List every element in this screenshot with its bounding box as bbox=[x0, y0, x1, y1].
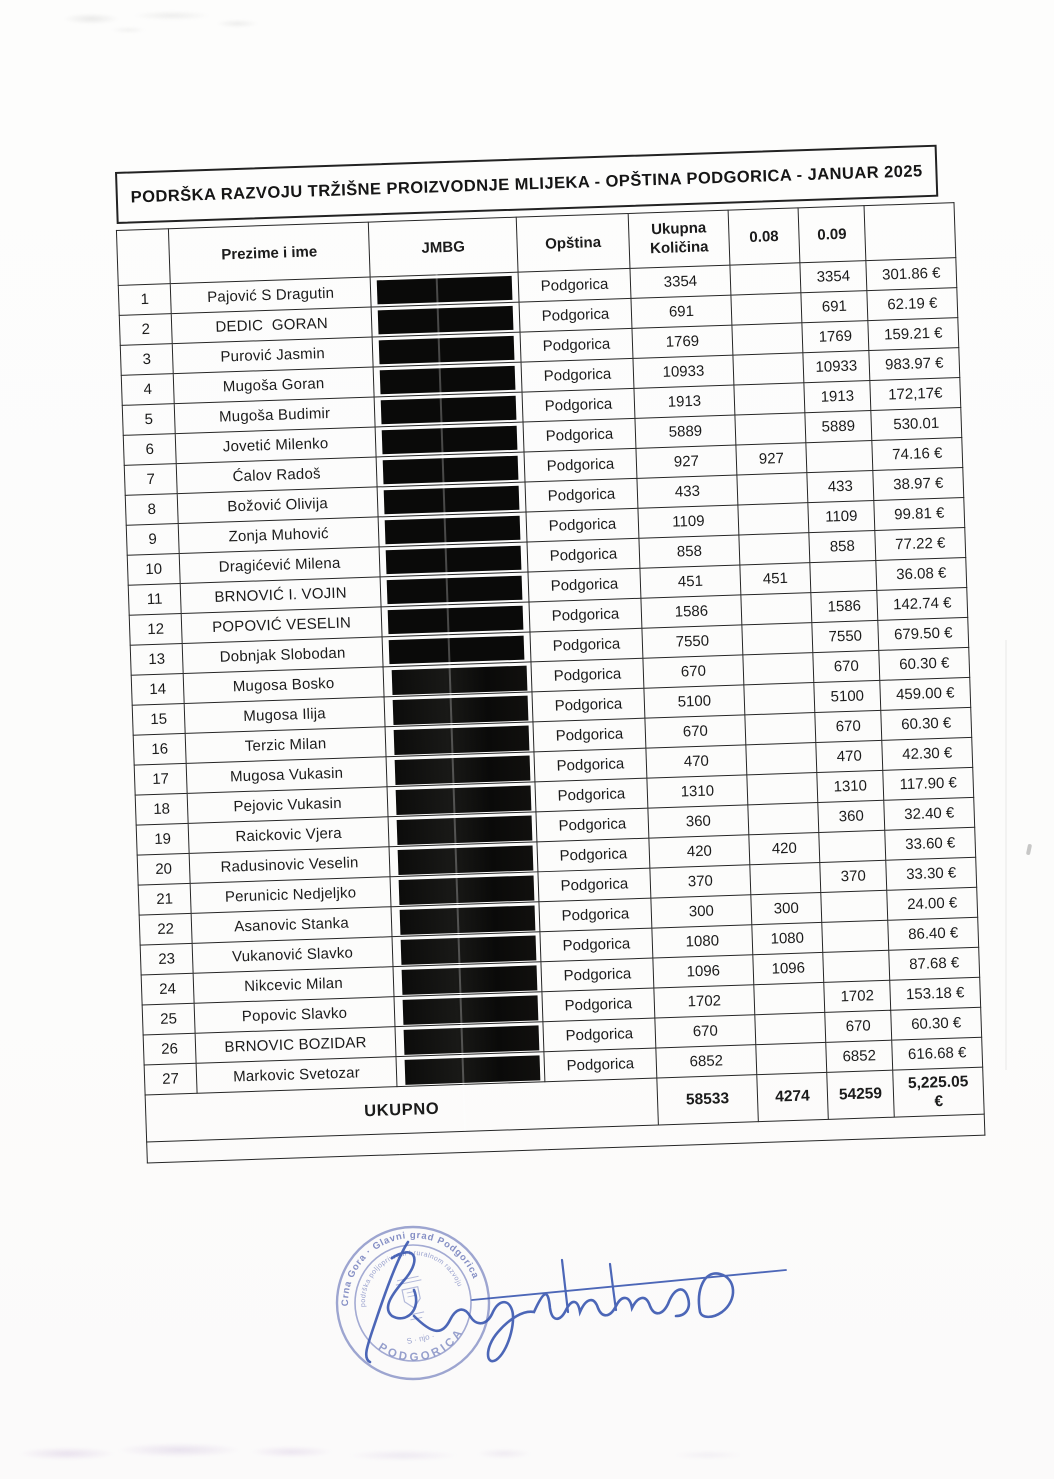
quantity-cell: 670 bbox=[643, 655, 744, 688]
jmbg-cell bbox=[389, 842, 538, 877]
amount-cell: 172,17€ bbox=[870, 378, 961, 411]
jmbg-redaction-bar bbox=[381, 395, 517, 423]
header-amount bbox=[864, 203, 956, 261]
quantity-cell: 670 bbox=[645, 715, 746, 748]
rate-008-cell: 451 bbox=[740, 563, 811, 595]
amount-cell: 77.22 € bbox=[875, 527, 966, 560]
opstina-cell: Podgorica bbox=[528, 568, 641, 602]
jmbg-redaction-bar bbox=[400, 905, 536, 934]
amount-cell: 87.68 € bbox=[889, 947, 980, 980]
jmbg-cell bbox=[390, 872, 539, 907]
rate-009-cell: 670 bbox=[825, 1010, 892, 1042]
rate-008-cell bbox=[739, 533, 810, 565]
jmbg-cell bbox=[381, 602, 530, 637]
rate-008-cell bbox=[730, 263, 801, 295]
jmbg-cell bbox=[396, 1052, 545, 1087]
jmbg-redaction-bar bbox=[394, 725, 530, 754]
document-sheet bbox=[114, 144, 984, 1163]
rate-009-cell: 691 bbox=[801, 291, 868, 323]
jmbg-cell bbox=[392, 932, 541, 967]
row-index: 8 bbox=[125, 494, 178, 526]
rate-008-cell: 300 bbox=[751, 892, 822, 924]
jmbg-cell bbox=[384, 692, 533, 727]
amount-cell: 159.21 € bbox=[868, 318, 959, 351]
row-index: 6 bbox=[123, 434, 176, 466]
jmbg-redaction-bar bbox=[397, 815, 533, 844]
row-index: 7 bbox=[124, 464, 177, 496]
jmbg-redaction-bar bbox=[398, 845, 534, 874]
opstina-cell: Podgorica bbox=[522, 388, 635, 422]
producer-name: POPOVIĆ VESELIN bbox=[181, 607, 382, 644]
amount-cell: 117.90 € bbox=[883, 767, 974, 800]
amount-cell: 616.68 € bbox=[892, 1037, 983, 1070]
jmbg-cell bbox=[395, 1022, 544, 1057]
producer-name: Pejovic Vukasin bbox=[187, 787, 388, 824]
opstina-cell: Podgorica bbox=[523, 418, 636, 452]
rate-009-cell: 433 bbox=[807, 471, 874, 503]
jmbg-cell bbox=[393, 962, 542, 997]
rate-009-cell: 6852 bbox=[826, 1040, 893, 1072]
jmbg-redaction-bar bbox=[404, 1025, 540, 1054]
jmbg-cell bbox=[372, 332, 521, 367]
header-opstina: Opština bbox=[516, 213, 630, 272]
opstina-cell: Podgorica bbox=[521, 358, 634, 392]
amount-cell: 60.30 € bbox=[881, 707, 972, 740]
row-index: 2 bbox=[119, 314, 172, 346]
amount-cell: 36.08 € bbox=[876, 557, 967, 590]
rate-009-cell: 670 bbox=[815, 710, 882, 742]
header-jmbg: JMBG bbox=[368, 217, 518, 277]
row-index: 1 bbox=[118, 284, 171, 316]
producer-name: Vukanović Slavko bbox=[192, 937, 393, 974]
opstina-cell: Podgorica bbox=[518, 268, 631, 302]
producer-name: Ćalov Radoš bbox=[176, 457, 377, 494]
amount-cell: 530.01 bbox=[871, 408, 962, 441]
row-index: 14 bbox=[131, 673, 184, 705]
opstina-cell: Podgorica bbox=[530, 628, 643, 662]
jmbg-redaction-bar bbox=[389, 635, 525, 663]
subsidy-table bbox=[116, 202, 986, 1163]
producer-name: Markovic Svetozar bbox=[196, 1057, 397, 1094]
producer-name: DEDIC GORAN bbox=[171, 307, 372, 344]
row-index: 20 bbox=[137, 853, 190, 885]
opstina-cell: Podgorica bbox=[537, 838, 650, 872]
rate-009-cell bbox=[806, 441, 873, 473]
quantity-cell: 1702 bbox=[654, 985, 755, 1018]
jmbg-redaction-bar bbox=[383, 455, 519, 483]
quantity-cell: 420 bbox=[649, 835, 750, 868]
row-index: 4 bbox=[121, 374, 174, 406]
rate-008-cell bbox=[742, 623, 813, 655]
quantity-cell: 1109 bbox=[638, 505, 739, 538]
amount-cell: 301.86 € bbox=[866, 258, 957, 291]
quantity-cell: 1096 bbox=[653, 955, 754, 988]
row-index: 5 bbox=[122, 404, 175, 436]
rate-009-cell: 7550 bbox=[812, 620, 879, 652]
quantity-cell: 360 bbox=[648, 805, 749, 838]
producer-name: Zonja Muhović bbox=[178, 517, 379, 554]
rate-008-cell bbox=[747, 773, 818, 805]
opstina-cell: Podgorica bbox=[520, 328, 633, 362]
quantity-cell: 7550 bbox=[642, 625, 743, 658]
row-index: 19 bbox=[136, 823, 189, 855]
jmbg-cell bbox=[371, 302, 520, 337]
opstina-cell: Podgorica bbox=[540, 928, 653, 962]
quantity-cell: 5889 bbox=[635, 415, 736, 448]
quantity-cell: 1586 bbox=[641, 595, 742, 628]
header-name: Prezime i ime bbox=[168, 222, 370, 284]
producer-name: Perunicic Nedjeljko bbox=[190, 877, 391, 914]
rate-008-cell bbox=[755, 1012, 826, 1044]
opstina-cell: Podgorica bbox=[529, 598, 642, 632]
producer-name: Mugoša Budimir bbox=[174, 397, 375, 434]
quantity-cell: 5100 bbox=[644, 685, 745, 718]
producer-name: Mugoša Goran bbox=[173, 367, 374, 404]
rate-009-cell bbox=[810, 560, 877, 592]
rate-008-cell bbox=[744, 683, 815, 715]
opstina-cell: Podgorica bbox=[525, 478, 638, 512]
quantity-cell: 1080 bbox=[652, 925, 753, 958]
amount-cell: 60.30 € bbox=[891, 1007, 982, 1040]
rate-008-cell: 1096 bbox=[753, 952, 824, 984]
amount-cell: 459.00 € bbox=[880, 677, 971, 710]
rate-009-cell: 858 bbox=[809, 530, 876, 562]
producer-name: Radusinovic Veselin bbox=[189, 847, 390, 884]
row-index: 9 bbox=[126, 524, 179, 556]
rate-008-cell bbox=[750, 862, 821, 894]
jmbg-cell bbox=[386, 752, 535, 787]
jmbg-redaction-bar bbox=[386, 545, 522, 573]
jmbg-cell bbox=[382, 632, 531, 667]
opstina-cell: Podgorica bbox=[527, 538, 640, 572]
producer-name: Božović Olivija bbox=[177, 487, 378, 524]
jmbg-cell bbox=[388, 812, 537, 847]
header-quantity: Ukupna Količina bbox=[628, 210, 730, 268]
jmbg-cell bbox=[383, 662, 532, 697]
quantity-cell: 433 bbox=[637, 475, 738, 508]
jmbg-redaction-bar bbox=[378, 305, 514, 333]
row-index: 16 bbox=[133, 733, 186, 765]
row-index: 3 bbox=[120, 344, 173, 376]
quantity-cell: 451 bbox=[640, 565, 741, 598]
header-index bbox=[116, 229, 170, 286]
amount-cell: 679.50 € bbox=[878, 617, 969, 650]
row-index: 13 bbox=[130, 643, 183, 675]
rate-009-cell: 1913 bbox=[804, 381, 871, 413]
opstina-cell: Podgorica bbox=[536, 808, 649, 842]
scan-smudge-top bbox=[52, 6, 270, 38]
jmbg-cell bbox=[387, 782, 536, 817]
jmbg-redaction-bar bbox=[388, 605, 524, 633]
jmbg-redaction-bar bbox=[403, 995, 539, 1024]
rate-008-cell bbox=[746, 743, 817, 775]
table-body bbox=[118, 258, 982, 1095]
rate-008-cell bbox=[731, 293, 802, 325]
totals-rate-009: 54259 bbox=[827, 1070, 895, 1119]
rate-009-cell: 360 bbox=[818, 800, 885, 832]
jmbg-cell bbox=[391, 902, 540, 937]
producer-name: Mugosa Ilija bbox=[184, 697, 385, 734]
amount-cell: 38.97 € bbox=[873, 468, 964, 501]
scan-smudge-bottom bbox=[0, 1432, 560, 1468]
jmbg-cell bbox=[379, 542, 528, 577]
jmbg-redaction-bar bbox=[395, 755, 531, 784]
producer-name: Pajović S Dragutin bbox=[170, 277, 371, 314]
opstina-cell: Podgorica bbox=[535, 778, 648, 812]
opstina-cell: Podgorica bbox=[526, 508, 639, 542]
rate-008-cell: 927 bbox=[736, 443, 807, 475]
row-index: 24 bbox=[141, 973, 194, 1005]
rate-009-cell: 1586 bbox=[811, 590, 878, 622]
rate-009-cell bbox=[822, 920, 889, 952]
rate-008-cell bbox=[733, 353, 804, 385]
jmbg-redaction-bar bbox=[385, 515, 521, 543]
opstina-cell: Podgorica bbox=[541, 958, 654, 992]
rate-009-cell: 1310 bbox=[817, 770, 884, 802]
amount-cell: 33.60 € bbox=[885, 827, 976, 860]
quantity-cell: 470 bbox=[646, 745, 747, 778]
rate-008-cell bbox=[741, 593, 812, 625]
producer-name: BRNOVIC BOZIDAR bbox=[195, 1027, 396, 1064]
quantity-cell: 3354 bbox=[630, 265, 731, 298]
signature bbox=[348, 1224, 800, 1374]
amount-cell: 74.16 € bbox=[872, 438, 963, 471]
opstina-cell: Podgorica bbox=[532, 688, 645, 722]
opstina-cell: Podgorica bbox=[544, 1048, 657, 1082]
row-index: 12 bbox=[129, 614, 182, 646]
jmbg-redaction-bar bbox=[387, 575, 523, 603]
jmbg-cell bbox=[385, 722, 534, 757]
jmbg-redaction-bar bbox=[392, 665, 528, 694]
producer-name: Nikcevic Milan bbox=[193, 967, 394, 1004]
rate-008-cell bbox=[735, 413, 806, 445]
rate-009-cell: 5889 bbox=[805, 411, 872, 443]
quantity-cell: 370 bbox=[650, 865, 751, 898]
amount-cell: 32.40 € bbox=[884, 797, 975, 830]
row-index: 11 bbox=[128, 584, 181, 616]
jmbg-redaction-bar bbox=[393, 695, 529, 724]
rate-009-cell bbox=[821, 890, 888, 922]
row-index: 18 bbox=[135, 793, 188, 825]
jmbg-redaction-bar bbox=[399, 875, 535, 904]
jmbg-redaction-bar bbox=[405, 1055, 541, 1084]
rate-008-cell bbox=[754, 982, 825, 1014]
amount-cell: 99.81 € bbox=[874, 498, 965, 531]
row-index: 10 bbox=[127, 554, 180, 586]
producer-name: Asanovic Stanka bbox=[191, 907, 392, 944]
opstina-cell: Podgorica bbox=[519, 298, 632, 332]
rate-008-cell: 420 bbox=[749, 832, 820, 864]
quantity-cell: 670 bbox=[655, 1015, 756, 1048]
row-index: 15 bbox=[132, 703, 185, 735]
opstina-cell: Podgorica bbox=[542, 988, 655, 1022]
quantity-cell: 6852 bbox=[656, 1045, 757, 1078]
jmbg-cell bbox=[376, 452, 525, 487]
jmbg-redaction-bar bbox=[380, 365, 516, 393]
producer-name: Dobnjak Slobodan bbox=[182, 637, 383, 674]
amount-cell: 153.18 € bbox=[890, 977, 981, 1010]
stamp-bottom-text: PODGORICA bbox=[375, 1325, 467, 1364]
row-index: 21 bbox=[138, 883, 191, 915]
stamp-inner-fragment: S · njo · bbox=[405, 1331, 436, 1347]
jmbg-cell bbox=[378, 512, 527, 547]
rate-009-cell bbox=[819, 830, 886, 862]
rate-009-cell: 370 bbox=[820, 860, 887, 892]
row-index: 25 bbox=[142, 1003, 195, 1035]
amount-cell: 983.97 € bbox=[869, 348, 960, 381]
producer-name: Raickovic Vjera bbox=[188, 817, 389, 854]
amount-cell: 24.00 € bbox=[887, 887, 978, 920]
quantity-cell: 1913 bbox=[634, 385, 735, 418]
jmbg-cell bbox=[370, 272, 519, 307]
rate-008-cell bbox=[745, 713, 816, 745]
jmbg-cell bbox=[375, 422, 524, 457]
stamp-inner-text: podrška poljoprivredi i ruralnom razvoju bbox=[359, 1249, 464, 1308]
amount-cell: 42.30 € bbox=[882, 737, 973, 770]
producer-name: BRNOVIĆ I. VOJIN bbox=[180, 577, 381, 614]
row-index: 27 bbox=[144, 1063, 197, 1095]
quantity-cell: 927 bbox=[636, 445, 737, 478]
rate-009-cell: 3354 bbox=[800, 261, 867, 293]
opstina-cell: Podgorica bbox=[543, 1018, 656, 1052]
row-index: 23 bbox=[140, 943, 193, 975]
opstina-cell: Podgorica bbox=[531, 658, 644, 692]
quantity-cell: 300 bbox=[651, 895, 752, 928]
quantity-cell: 858 bbox=[639, 535, 740, 568]
quantity-cell: 1310 bbox=[647, 775, 748, 808]
rate-009-cell: 1702 bbox=[824, 980, 891, 1012]
row-index: 17 bbox=[134, 763, 187, 795]
jmbg-cell bbox=[377, 482, 526, 517]
quantity-cell: 691 bbox=[631, 295, 732, 328]
jmbg-cell bbox=[374, 392, 523, 427]
producer-name: Popovic Slavko bbox=[194, 997, 395, 1034]
opstina-cell: Podgorica bbox=[533, 718, 646, 752]
scan-smudge-bottom-right bbox=[648, 1446, 798, 1464]
header-rate-009: 0.09 bbox=[798, 206, 866, 263]
rate-009-cell: 670 bbox=[813, 650, 880, 682]
stamp-outer-text: Crna Gora · Glavni grad Podgorica bbox=[339, 1229, 481, 1307]
quantity-cell: 1769 bbox=[632, 325, 733, 358]
totals-label: UKUPNO bbox=[145, 1078, 658, 1142]
opstina-cell: Podgorica bbox=[524, 448, 637, 482]
amount-cell: 60.30 € bbox=[879, 647, 970, 680]
rate-008-cell bbox=[756, 1042, 827, 1074]
opstina-cell: Podgorica bbox=[538, 868, 651, 902]
jmbg-cell bbox=[373, 362, 522, 397]
rate-008-cell bbox=[743, 653, 814, 685]
jmbg-redaction-bar bbox=[379, 335, 515, 363]
producer-name: Mugosa Vukasin bbox=[186, 757, 387, 794]
document-title: PODRŠKA RAZVOJU TRŽIŠNE PROIZVODNJE MLIJEKA - OPŠTINA PODGORICA - JANUAR 2025 bbox=[130, 161, 923, 206]
rate-009-cell: 470 bbox=[816, 740, 883, 772]
rate-008-cell bbox=[737, 473, 808, 505]
rate-009-cell: 5100 bbox=[814, 680, 881, 712]
jmbg-cell bbox=[380, 572, 529, 607]
rate-009-cell: 10933 bbox=[803, 351, 870, 383]
producer-name: Mugosa Bosko bbox=[183, 667, 384, 704]
row-index: 22 bbox=[139, 913, 192, 945]
totals-amount: 5,225.05 € bbox=[893, 1067, 985, 1117]
rate-008-cell bbox=[748, 803, 819, 835]
jmbg-redaction-bar bbox=[402, 965, 538, 994]
opstina-cell: Podgorica bbox=[539, 898, 652, 932]
amount-cell: 62.19 € bbox=[867, 288, 958, 321]
scan-streak bbox=[1005, 640, 1007, 1070]
rate-008-cell bbox=[734, 383, 805, 415]
rate-008-cell: 1080 bbox=[752, 922, 823, 954]
header-rate-008: 0.08 bbox=[728, 208, 800, 265]
jmbg-cell bbox=[394, 992, 543, 1027]
jmbg-redaction-bar bbox=[401, 935, 537, 964]
producer-name: Dragićević Milena bbox=[179, 547, 380, 584]
totals-rate-008: 4274 bbox=[757, 1072, 829, 1121]
rate-008-cell bbox=[738, 503, 809, 535]
amount-cell: 33.30 € bbox=[886, 857, 977, 890]
quantity-cell: 10933 bbox=[633, 355, 734, 388]
producer-name: Purović Jasmin bbox=[172, 337, 373, 374]
rate-009-cell: 1109 bbox=[808, 500, 875, 532]
row-index: 26 bbox=[143, 1033, 196, 1065]
jmbg-redaction-bar bbox=[377, 275, 513, 303]
jmbg-redaction-bar bbox=[396, 785, 532, 814]
rate-009-cell: 1769 bbox=[802, 321, 869, 353]
producer-name: Terzic Milan bbox=[185, 727, 386, 764]
amount-cell: 86.40 € bbox=[888, 917, 979, 950]
rate-009-cell bbox=[823, 950, 890, 982]
jmbg-redaction-bar bbox=[384, 485, 520, 513]
jmbg-redaction-bar bbox=[382, 425, 518, 453]
amount-cell: 142.74 € bbox=[877, 587, 968, 620]
opstina-cell: Podgorica bbox=[534, 748, 647, 782]
scan-tick-mark bbox=[1026, 844, 1032, 856]
producer-name: Jovetić Milenko bbox=[175, 427, 376, 464]
rate-008-cell bbox=[732, 323, 803, 355]
totals-quantity: 58533 bbox=[657, 1075, 759, 1125]
